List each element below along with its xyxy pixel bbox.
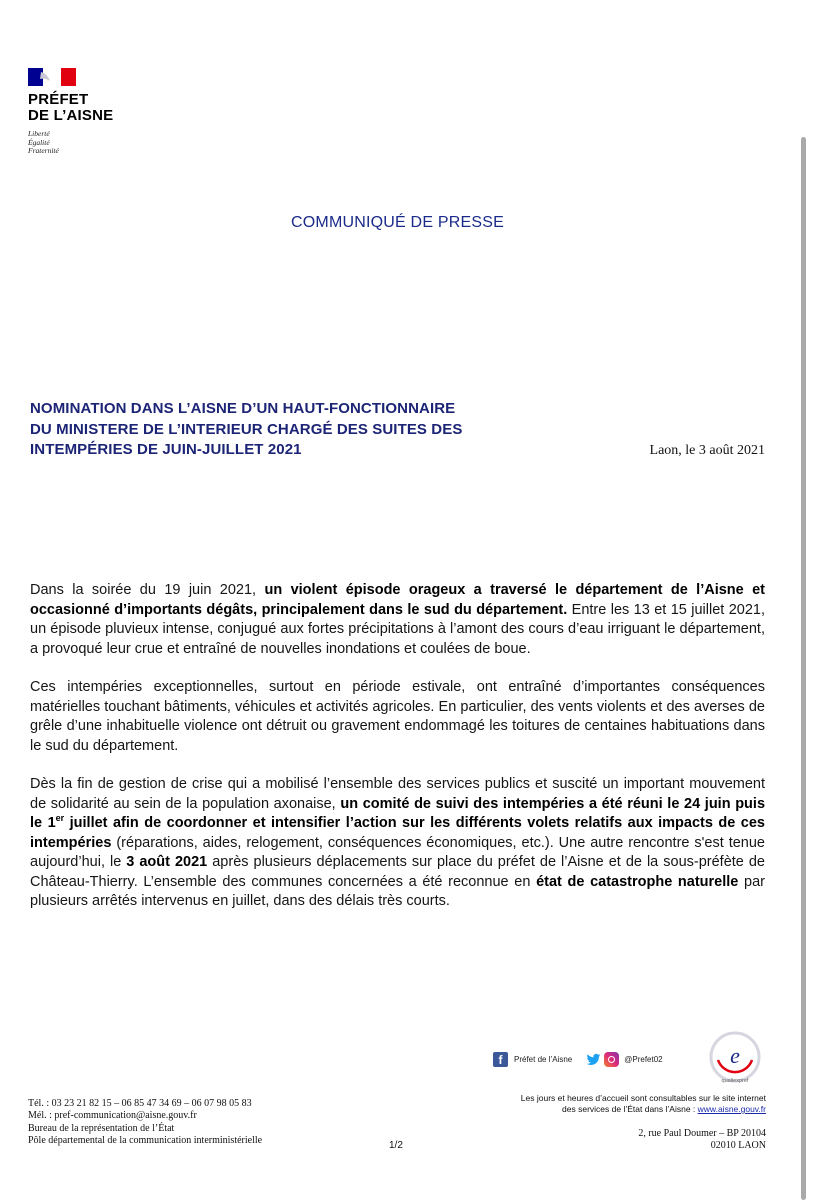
website-link[interactable]: www.aisne.gouv.fr bbox=[697, 1104, 766, 1114]
qualiexpref-badge bbox=[704, 1030, 766, 1092]
facebook-label[interactable]: Préfet de l’Aisne bbox=[514, 1055, 573, 1064]
paragraph-2: Ces intempéries exceptionnelles, surtout en période estivale, ont entraîné d’importantes conséquences matérielles touchant bâtiments, véhicules et activités agricoles. En particulier, des vents violents et des averses de grêle d’une inhabituelle violence ont détruit ou gravement endommagé les toitures de centaines habituations dans le sud du département. bbox=[30, 679, 765, 754]
p1-bold-1: un violent épisode orageux a traversé le département de l’Aisne et occasionné d’importants dégâts, principalement dans le sud du département. bbox=[30, 582, 765, 618]
p3-text-3: après plusieurs déplacements sur place du préfet de l’Aisne et de la sous-préfète de Château-Thierry. L’ensemble des communes concernées a été reconnue en bbox=[30, 854, 765, 890]
title-line2: DU MINISTERE DE L’INTERIEUR CHARGÉ DES SUITES DES bbox=[30, 420, 463, 438]
footer-contact bbox=[28, 1098, 262, 1148]
address-line2: 02010 LAON bbox=[710, 1140, 766, 1152]
title-line1: NOMINATION DANS L’AISNE D’UN HAUT-FONCTIONNAIRE bbox=[30, 400, 456, 417]
page-number: 1/2 bbox=[389, 1140, 403, 1151]
reception-line2-text: des services de l’État dans l’Aisne : bbox=[562, 1104, 698, 1114]
social-links bbox=[493, 1052, 663, 1067]
press-release-body bbox=[30, 581, 765, 931]
dateline: Laon, le 3 août 2021 bbox=[649, 443, 765, 458]
logo-title bbox=[28, 92, 113, 124]
footer-tel: Tél. : 03 23 21 82 15 – 06 85 47 34 69 – 06 07 98 05 83 bbox=[28, 1098, 252, 1109]
communique-heading: COMMUNIQUÉ DE PRESSE bbox=[291, 214, 504, 231]
p3-bold-1a: un comité de suivi des intempéries a été réuni le 24 juin puis le 1 bbox=[30, 795, 766, 831]
footer-bureau: Bureau de la représentation de l’État bbox=[28, 1122, 175, 1134]
vertical-scrollbar[interactable] bbox=[801, 137, 806, 1200]
twitter-icon[interactable] bbox=[586, 1052, 601, 1067]
footer-address bbox=[638, 1128, 766, 1153]
address-line1: 2, rue Paul Doumer – BP 20104 bbox=[638, 1128, 766, 1139]
p1-text-1: Dans la soirée du 19 juin 2021, bbox=[30, 582, 265, 598]
facebook-icon[interactable]: f bbox=[493, 1052, 508, 1067]
p3-bold-catastrophe: état de catastrophe naturelle bbox=[536, 873, 739, 890]
paragraph-1 bbox=[30, 581, 765, 659]
instagram-icon[interactable] bbox=[604, 1052, 619, 1067]
p3-superscript: er bbox=[55, 813, 65, 824]
svg-text:e: e bbox=[730, 1043, 740, 1068]
motto-liberte: Liberté bbox=[28, 129, 50, 138]
p3-text-1: Dès la fin de gestion de crise qui a mobilisé l’ensemble des services publics et suscité un important mouvement de solidarité au sein de la population axonaise, bbox=[30, 776, 765, 812]
logo-title-line1: PRÉFET bbox=[28, 91, 89, 108]
motto-fraternite: Fraternité bbox=[28, 146, 59, 155]
social-handle[interactable]: @Prefet02 bbox=[624, 1055, 663, 1064]
reception-line1: Les jours et heures d’accueil sont consultables sur le site internet bbox=[520, 1093, 766, 1103]
footer-pole: Pôle départemental de la communication interministérielle bbox=[28, 1135, 263, 1147]
p1-text-2: Entre les 13 et 15 juillet 2021, un épisode pluvieux intense, conjugué aux fortes précipitations à l’amont des cours d’eau irriguant le département, a provoqué leur crue et entraîné de nouvelles inondations et coulées de boue. bbox=[30, 601, 765, 657]
badge-label: qualiexpref bbox=[721, 1078, 749, 1084]
marianne-flag-icon bbox=[28, 68, 76, 86]
p3-bold-1b: juillet afin de coordonner et intensifier l’action sur les différents volets relatifs aux impacts de ces intempéries bbox=[30, 815, 765, 851]
p3-bold-date: 3 août 2021 bbox=[126, 854, 208, 870]
p3-text-2: (réparations, aides, relogement, conséquences économiques, etc.). Une autre rencontre s'est tenue aujourd’hui, le bbox=[30, 834, 765, 870]
reception-info bbox=[521, 1093, 766, 1115]
reception-line2 bbox=[521, 1104, 766, 1115]
prefet-logo bbox=[28, 68, 113, 156]
title-line3: INTEMPÉRIES DE JUIN-JUILLET 2021 bbox=[30, 441, 302, 458]
p3-text-4: par plusieurs arrêtés intervenus en juillet, dans des délais très courts. bbox=[30, 873, 765, 909]
logo-title-line2: DE L’AISNE bbox=[28, 107, 114, 124]
paragraph-3 bbox=[30, 775, 765, 912]
motto-egalite: Égalité bbox=[28, 137, 50, 147]
logo-motto bbox=[28, 130, 113, 156]
page-title bbox=[30, 399, 590, 461]
footer-mel: Mél. : pref-communication@aisne.gouv.fr bbox=[28, 1110, 197, 1122]
